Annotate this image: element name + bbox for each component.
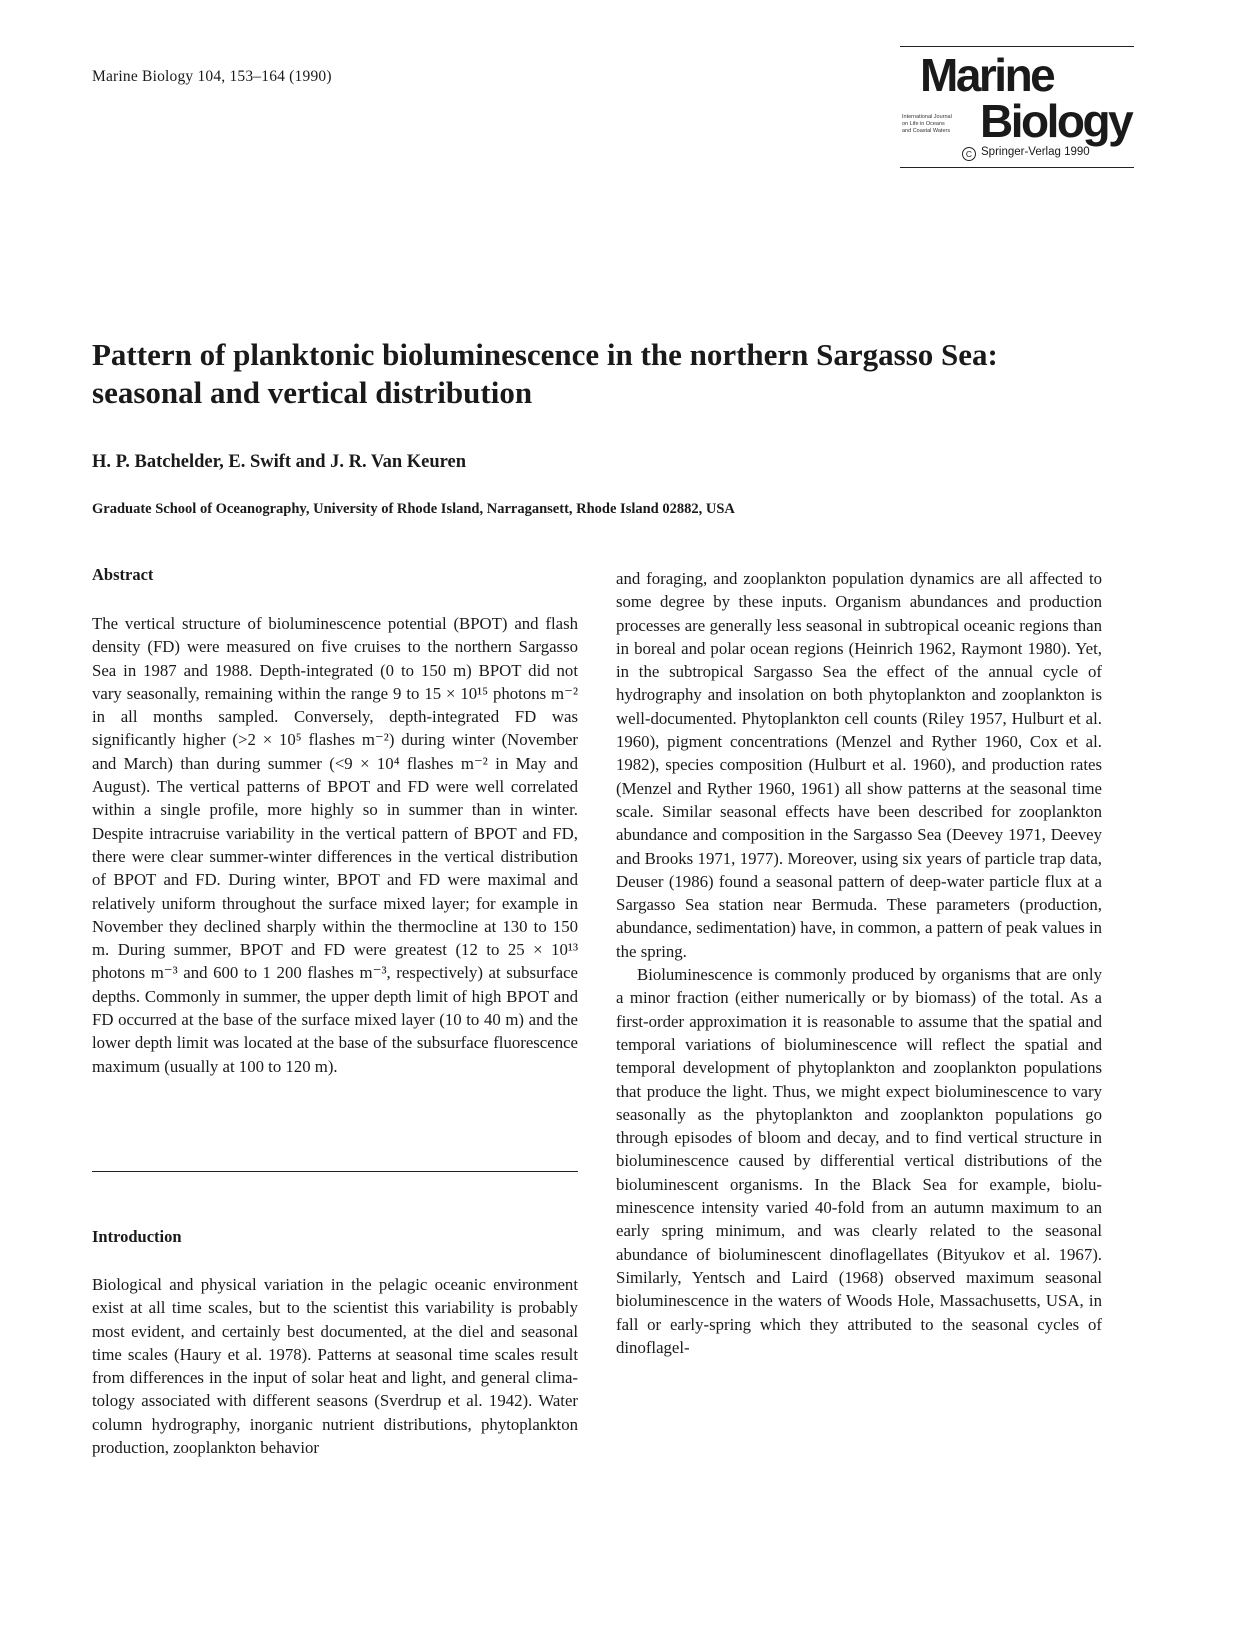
copyright-icon: C [962, 147, 976, 161]
affiliation: Graduate School of Oceanography, University of Rhode Island, Narragansett, Rhode Island 02882, USA [92, 501, 735, 517]
copyright-text: Springer-Verlag 1990 [981, 146, 1090, 158]
title-line-2: seasonal and vertical distribution [92, 375, 533, 410]
masthead-top-rule [900, 46, 1134, 47]
masthead-copyright [962, 146, 1090, 161]
masthead-bottom-rule [900, 167, 1134, 168]
right-column-paragraph-1: and foraging, and zooplankton population dynamics are all affected to some degree by these inputs. Organism abundances and production processes are generally less seasonal in subtropical oceanic regions than in boreal and polar ocean regions (Heinrich 1962, Raymont 1980). Yet, in the subtropical Sargasso Sea the effect of the annual cycle of hydrography and insolation on both phytoplankton and zooplankton is well-documented. Phytoplankton cell counts (Riley 1957, Hulburt et al. 1960), pigment concentrations (Menzel and Ryther 1960, Cox et al. 1982), species composition (Hulburt et al. 1960), and production rates (Menzel and Ryther 1960, 1961) all show patterns at the seasonal time scale. Similar seasonal effects have been described for zooplankton abundance and composition in the Sargasso Sea (Deevey 1971, Deevey and Brooks 1971, 1977). Moreover, using six years of particle trap data, Deuser (1986) found a seasonal pattern of deep-water particle flux at a Sargasso Sea station near Bermuda. These parameters (production, abundance, sedimentation) have, in common, a pattern of peak values in the spring. [616, 569, 1102, 961]
introduction-heading: Introduction [92, 1227, 182, 1246]
masthead-tagline [902, 114, 978, 135]
abstract-text: The vertical structure of bioluminescence potential (BPOT) and flash density (FD) were measured on five cruises to the northern Sargasso Sea in 1987 and 1988. Depth-integrated (0 to 150 m) BPOT did not vary seasonally, remaining within the range 9 to 15 × 10¹⁵ photons m⁻² in all months sampled. Conversely, depth-integrated FD was significantly higher (>2 × 10⁵ flashes m⁻²) during winter (November and March) than during summer (<9 × 10⁴ flashes m⁻² in May and August). The vertical patterns of BPOT and FD were well correlated within a single profile, more highly so in summer than in winter. Despite intracruise variability in the vertical pattern of BPOT and FD, there were clear summer-winter differences in the vertical distribution of BPOT and FD. During winter, BPOT and FD were maximal and relatively uniform throughout the surface mixed layer; for example in November they declined sharply within the thermocline at 130 to 150 m. During summer, BPOT and FD were greatest (12 to 25 × 10¹³ photons m⁻³ and 600 to 1 200 flashes m⁻³, respectively) at subsurface depths. Commonly in summer, the upper depth limit of high BPOT and FD occurred at the base of the surface mixed layer (10 to 40 m) and the lower depth limit was located at the base of the subsurface fluorescence maximum (usually at 100 to 120 m). [92, 614, 578, 1076]
journal-citation: Marine Biology 104, 153–164 (1990) [92, 68, 332, 85]
journal-masthead [900, 46, 1134, 170]
right-column-body [616, 567, 1102, 1359]
masthead-tagline-line: on Life in Oceans [902, 121, 945, 127]
right-column-paragraph-2: Bioluminescence is commonly produced by organisms that are only a minor fraction (either numerically or by biomass) of the total. As a first-order approximation it is reasonable to assume that the spatial and temporal variations of bioluminescence will reflect the spatial and temporal development of phytoplankton and zooplankton populations that produce the light. Thus, we might expect bioluminescence to vary seasonally as the phytoplankton and zooplankton populations go through episodes of bloom and decay, and to find vertical structure in bioluminescence caused by differential vertical distributions of the bioluminescent organisms. In the Black Sea for example, bioluminescence intensity varied 40-fold from an autumn maximum to an early spring minimum, and was clearly related to the seasonal abundance of bioluminescent dinoflagellates (Bityukov et al. 1967). Similarly, Yentsch and Laird (1968) observed maximum seasonal bioluminescence in the waters of Woods Hole, Massachusetts, USA, in fall or early-spring which they attributed to the seasonal cycles of dinoflagel- [616, 965, 1102, 1357]
abstract-divider [92, 1171, 578, 1172]
masthead-word-biology: Biology [980, 95, 1132, 147]
title-line-1: Pattern of planktonic bioluminescence in the northern Sargasso Sea: [92, 337, 998, 372]
masthead-tagline-line: International Journal [902, 114, 952, 120]
abstract-body [92, 612, 578, 1078]
abstract-heading: Abstract [92, 565, 154, 584]
paper-title [92, 336, 1112, 412]
introduction-text: Biological and physical variation in the pelagic oceanic environment exist at all time scales, but to the scientist this variability is probably most evident, and certainly best documented, at the diel and seasonal time scales (Haury et al. 1978). Patterns at seasonal time scales result from differences in the input of solar heat and light, and general climatology associated with different seasons (Sverdrup et al. 1942). Water column hydrography, inorganic nutrient distributions, phytoplankton production, zooplankton behavior [92, 1275, 578, 1458]
author-list: H. P. Batchelder, E. Swift and J. R. Van Keuren [92, 452, 467, 472]
masthead-word-marine: Marine [920, 49, 1054, 101]
introduction-body [92, 1273, 578, 1459]
masthead-tagline-line: and Coastal Waters [902, 128, 951, 134]
